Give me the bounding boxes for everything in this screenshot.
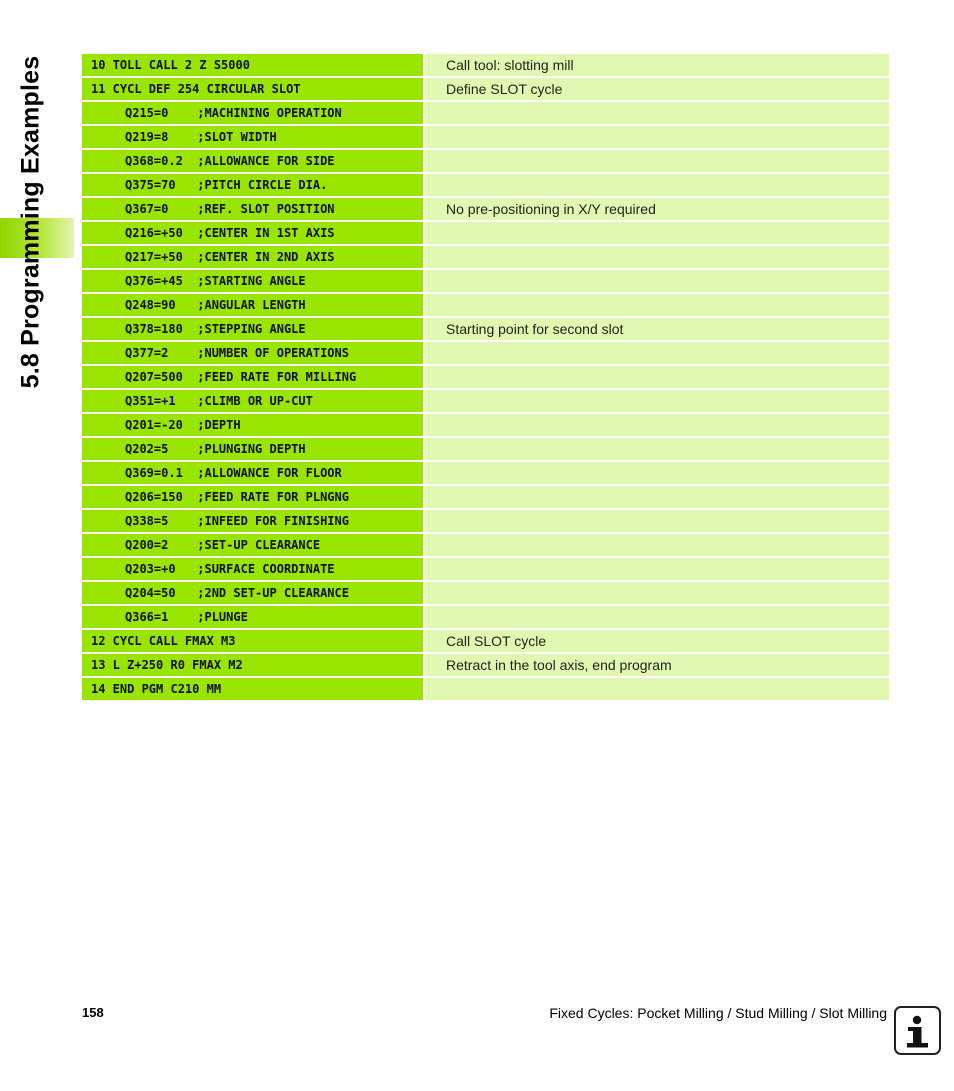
- program-comment: Retract in the tool axis, end program: [425, 654, 889, 676]
- program-comment: Call SLOT cycle: [425, 630, 889, 652]
- program-row: [82, 510, 889, 532]
- program-code: Q206=150 ;FEED RATE FOR PLNGNG: [82, 486, 423, 508]
- program-row: [82, 462, 889, 484]
- program-code: Q207=500 ;FEED RATE FOR MILLING: [82, 366, 423, 388]
- program-comment: Define SLOT cycle: [425, 78, 889, 100]
- program-code: Q366=1 ;PLUNGE: [82, 606, 423, 628]
- program-code: 14 END PGM C210 MM: [82, 678, 423, 700]
- program-row: [82, 630, 889, 652]
- program-comment: [425, 486, 889, 508]
- program-comment: [425, 342, 889, 364]
- program-code: Q369=0.1 ;ALLOWANCE FOR FLOOR: [82, 462, 423, 484]
- program-comment: [425, 462, 889, 484]
- program-row: [82, 534, 889, 556]
- program-comment: [425, 414, 889, 436]
- program-code: Q376=+45 ;STARTING ANGLE: [82, 270, 423, 292]
- program-row: [82, 102, 889, 124]
- program-code: Q200=2 ;SET-UP CLEARANCE: [82, 534, 423, 556]
- program-code: Q202=5 ;PLUNGING DEPTH: [82, 438, 423, 460]
- program-row: [82, 582, 889, 604]
- program-code: Q216=+50 ;CENTER IN 1ST AXIS: [82, 222, 423, 244]
- program-code: Q367=0 ;REF. SLOT POSITION: [82, 198, 423, 220]
- program-comment: [425, 150, 889, 172]
- program-comment: [425, 390, 889, 412]
- program-code: 13 L Z+250 R0 FMAX M2: [82, 654, 423, 676]
- program-comment: Starting point for second slot: [425, 318, 889, 340]
- program-row: [82, 558, 889, 580]
- program-comment: [425, 174, 889, 196]
- section-title-vertical: [6, 54, 56, 390]
- nc-program-table: [82, 54, 889, 702]
- page-number: 158: [82, 1005, 104, 1020]
- program-code: Q203=+0 ;SURFACE COORDINATE: [82, 558, 423, 580]
- program-row: [82, 150, 889, 172]
- info-icon: [894, 1006, 941, 1055]
- program-row: [82, 414, 889, 436]
- program-code: Q248=90 ;ANGULAR LENGTH: [82, 294, 423, 316]
- program-code: Q201=-20 ;DEPTH: [82, 414, 423, 436]
- program-comment: [425, 126, 889, 148]
- program-row: [82, 390, 889, 412]
- program-comment: [425, 102, 889, 124]
- program-row: [82, 222, 889, 244]
- program-row: [82, 126, 889, 148]
- program-comment: [425, 678, 889, 700]
- program-comment: [425, 606, 889, 628]
- program-code: 12 CYCL CALL FMAX M3: [82, 630, 423, 652]
- program-code: Q204=50 ;2ND SET-UP CLEARANCE: [82, 582, 423, 604]
- program-row: [82, 174, 889, 196]
- program-comment: [425, 270, 889, 292]
- program-comment: [425, 246, 889, 268]
- program-code: Q351=+1 ;CLIMB OR UP-CUT: [82, 390, 423, 412]
- program-comment: [425, 558, 889, 580]
- program-row: [82, 678, 889, 700]
- program-row: [82, 606, 889, 628]
- program-code: 10 TOLL CALL 2 Z S5000: [82, 54, 423, 76]
- program-row: [82, 246, 889, 268]
- program-comment: [425, 582, 889, 604]
- program-row: [82, 366, 889, 388]
- program-comment: [425, 222, 889, 244]
- program-row: [82, 270, 889, 292]
- program-code: Q375=70 ;PITCH CIRCLE DIA.: [82, 174, 423, 196]
- program-row: [82, 318, 889, 340]
- program-row: [82, 198, 889, 220]
- program-row: [82, 78, 889, 100]
- program-comment: [425, 366, 889, 388]
- program-row: [82, 438, 889, 460]
- program-comment: No pre-positioning in X/Y required: [425, 198, 889, 220]
- program-row: [82, 54, 889, 76]
- program-code: Q378=180 ;STEPPING ANGLE: [82, 318, 423, 340]
- program-row: [82, 342, 889, 364]
- program-code: Q215=0 ;MACHINING OPERATION: [82, 102, 423, 124]
- program-code: Q338=5 ;INFEED FOR FINISHING: [82, 510, 423, 532]
- program-code: Q219=8 ;SLOT WIDTH: [82, 126, 423, 148]
- program-comment: [425, 438, 889, 460]
- program-comment: Call tool: slotting mill: [425, 54, 889, 76]
- program-comment: [425, 294, 889, 316]
- program-row: [82, 294, 889, 316]
- program-row: [82, 654, 889, 676]
- program-comment: [425, 510, 889, 532]
- program-code: 11 CYCL DEF 254 CIRCULAR SLOT: [82, 78, 423, 100]
- program-row: [82, 486, 889, 508]
- section-title-text: 5.8 Programming Examples: [16, 55, 45, 389]
- program-comment: [425, 534, 889, 556]
- chapter-title: Fixed Cycles: Pocket Milling / Stud Milling / Slot Milling: [549, 1005, 887, 1021]
- program-code: Q217=+50 ;CENTER IN 2ND AXIS: [82, 246, 423, 268]
- program-code: Q377=2 ;NUMBER OF OPERATIONS: [82, 342, 423, 364]
- program-code: Q368=0.2 ;ALLOWANCE FOR SIDE: [82, 150, 423, 172]
